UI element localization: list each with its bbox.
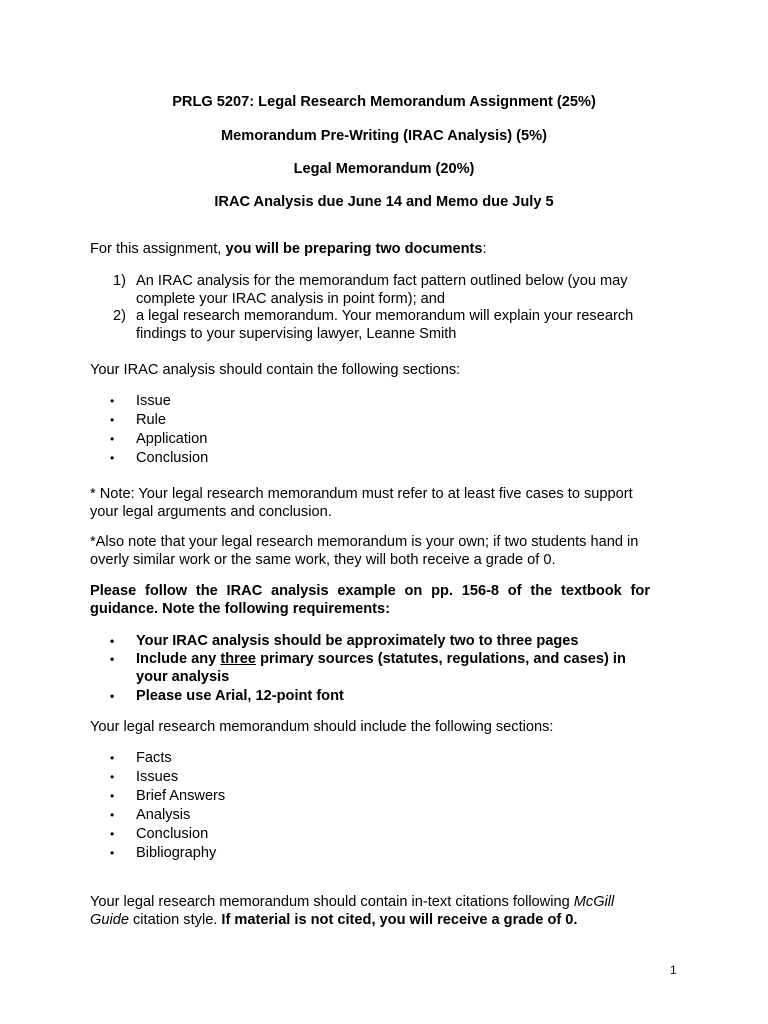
bullet-icon: •: [110, 770, 115, 784]
citation-warning: If material is not cited, you will receive a grade of 0.: [221, 911, 578, 928]
list-item: [108, 431, 648, 449]
intro-suffix: :: [482, 241, 487, 257]
list-item-text: Brief Answers: [136, 788, 226, 804]
list-item: [108, 450, 648, 468]
list-item: [108, 788, 648, 806]
memo-sections-intro: Your legal research memorandum should include the following sections:: [90, 719, 554, 735]
list-item: [108, 412, 648, 430]
bullet-icon: •: [110, 827, 115, 841]
intro-prefix: For this assignment,: [90, 241, 226, 257]
bullet-icon: •: [110, 451, 115, 465]
list-item-text: Analysis: [136, 807, 191, 823]
bullet-icon: •: [110, 846, 115, 860]
requirement-length: Your IRAC analysis should be approximately two to three pages: [136, 633, 579, 649]
list-item-text: Bibliography: [136, 845, 217, 861]
bullet-icon: •: [110, 808, 115, 822]
citation-prefix: Your legal research memorandum should contain in-text citations following: [90, 894, 574, 910]
irac-example-instruction: Please follow the IRAC analysis example on pp. 156-8 of the textbook for guidance. Note the following requirements:: [90, 583, 650, 617]
due-dates-heading: IRAC Analysis due June 14 and Memo due July 5: [214, 194, 554, 210]
citation-guide-name: McGill Guide: [90, 894, 615, 928]
list-item: [108, 750, 648, 768]
intro-paragraph: [90, 241, 650, 259]
bullet-icon: •: [110, 394, 115, 408]
bullet-icon: •: [110, 689, 115, 703]
irac-sections-intro: Your IRAC analysis should contain the following sections:: [90, 362, 461, 378]
list-item: [108, 826, 648, 844]
intro-bold: you will be preparing two documents: [225, 241, 483, 257]
bullet-icon: •: [110, 751, 115, 765]
numbered-item-number: 2): [113, 308, 126, 324]
note-own-work: *Also note that your legal research memorandum is your own; if two students hand in overly similar work or the same work, they will both receive a grade of 0.: [90, 534, 639, 568]
bullet-icon: •: [110, 789, 115, 803]
requirement-sources-underline: three: [220, 651, 257, 667]
numbered-item-text: An IRAC analysis for the memorandum fact pattern outlined below (you may complete your IRAC analysis in point form); and: [136, 273, 628, 307]
list-item-text: Rule: [136, 412, 167, 428]
numbered-item-number: 1): [113, 273, 126, 289]
list-item-text: Conclusion: [136, 450, 209, 466]
bullet-icon: •: [110, 652, 115, 666]
list-item-text: Issues: [136, 769, 179, 785]
assignment-title: PRLG 5207: Legal Research Memorandum Assignment (25%): [172, 94, 596, 110]
memo-heading: Legal Memorandum (20%): [293, 161, 475, 177]
requirement-font: Please use Arial, 12-point font: [136, 688, 344, 704]
list-item: [108, 807, 648, 825]
requirement-sources-suffix: primary sources (statutes, regulations, and cases) in your analysis: [136, 651, 626, 685]
pre-writing-heading: Memorandum Pre-Writing (IRAC Analysis) (5%): [221, 128, 547, 144]
list-item-text: Facts: [136, 750, 172, 766]
requirement-sources: [136, 651, 646, 686]
citation-paragraph: [90, 894, 650, 929]
list-item: [108, 845, 648, 863]
requirement-sources-prefix: Include any: [136, 651, 221, 667]
list-item: [108, 769, 648, 787]
list-item-text: Application: [136, 431, 208, 447]
note-five-cases: * Note: Your legal research memorandum must refer to at least five cases to support your legal arguments and conclusion.: [90, 486, 633, 520]
list-item-text: Issue: [136, 393, 171, 409]
numbered-item-text: a legal research memorandum. Your memorandum will explain your research findings to your supervising lawyer, Leanne Smith: [136, 308, 634, 342]
list-item: [108, 651, 648, 687]
list-item: [108, 688, 648, 706]
bullet-icon: •: [110, 432, 115, 446]
bullet-icon: •: [110, 634, 115, 648]
list-item: [108, 393, 648, 411]
citation-middle: citation style.: [128, 911, 222, 928]
page-number: 1: [670, 963, 677, 977]
list-item-text: Conclusion: [136, 826, 209, 842]
list-item: [108, 633, 648, 651]
bullet-icon: •: [110, 413, 115, 427]
